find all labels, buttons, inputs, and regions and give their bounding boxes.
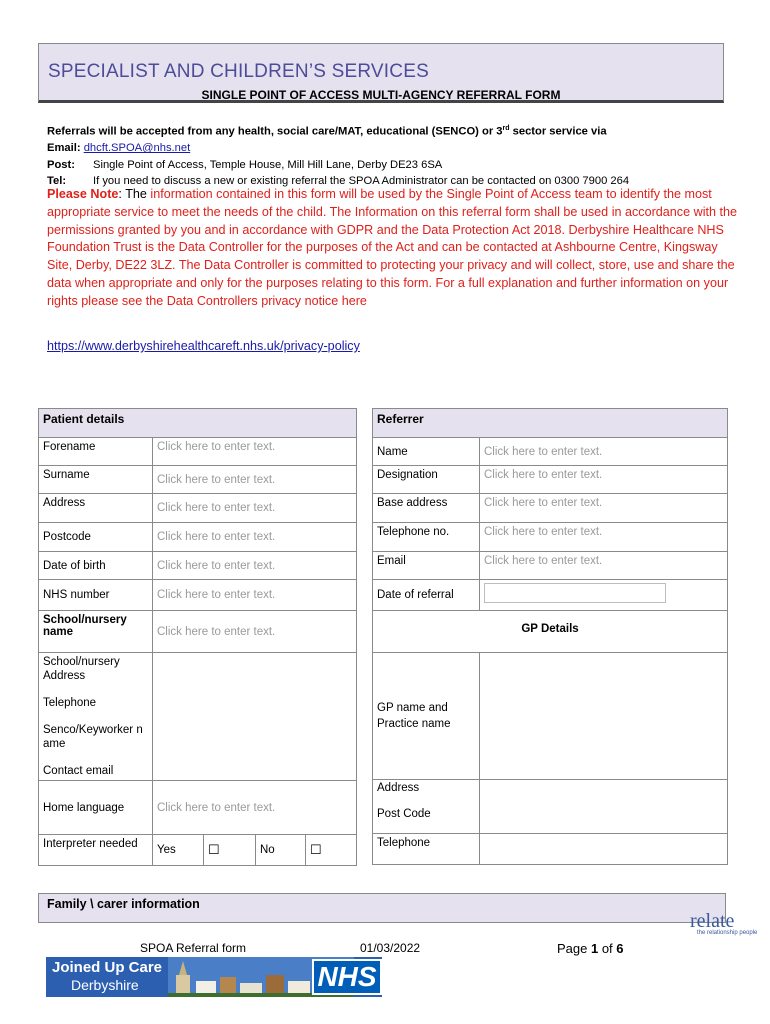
form-title: SPECIALIST AND CHILDREN’S SERVICES — [48, 61, 429, 82]
base-address-field[interactable]: Click here to enter text. — [480, 494, 728, 523]
patient-details-heading: Patient details — [39, 409, 357, 438]
date-of-referral-field[interactable] — [484, 583, 666, 603]
nhs-number-label: NHS number — [39, 580, 153, 611]
designation-field[interactable]: Click here to enter text. — [480, 466, 728, 494]
address-field[interactable]: Click here to enter text. — [153, 494, 357, 523]
home-language-field[interactable]: Click here to enter text. — [153, 781, 357, 835]
home-language-label: Home language — [39, 781, 153, 835]
privacy-policy-link[interactable]: https://www.derbyshirehealthcareft.nhs.uk/privacy-policy — [47, 339, 360, 353]
gp-address-field[interactable] — [480, 780, 728, 834]
form-header — [38, 43, 724, 103]
referrer-name-field[interactable]: Click here to enter text. — [480, 438, 728, 466]
joined-up-care-banner — [46, 957, 382, 997]
referrer-heading: Referrer — [373, 409, 728, 438]
forename-field[interactable]: Click here to enter text. — [153, 438, 357, 466]
gp-details-heading: GP Details — [373, 611, 728, 653]
school-name-field[interactable]: Click here to enter text. — [153, 611, 357, 653]
interpreter-label: Interpreter needed — [39, 835, 153, 866]
date-of-referral-label: Date of referral — [373, 580, 480, 611]
dob-field[interactable]: Click here to enter text. — [153, 552, 357, 580]
yes-checkbox[interactable]: ☐ — [204, 835, 256, 866]
gp-telephone-label: Telephone — [373, 834, 480, 865]
post-line: Post: Single Point of Access, Temple House, Mill Hill Lane, Derby DE23 6SA — [47, 158, 443, 171]
surname-field[interactable]: Click here to enter text. — [153, 466, 357, 494]
school-name-label: School/nursery name — [39, 611, 153, 653]
gp-address-labels: Address Post Code — [373, 780, 480, 834]
postcode-label: Postcode — [39, 523, 153, 552]
footer-page-number: Page 1 of 6 — [557, 941, 624, 956]
dob-label: Date of birth — [39, 552, 153, 580]
acceptance-statement: Referrals will be accepted from any health, social care/MAT, educational (SENCO) or 3rd sector service via — [47, 125, 607, 138]
banner-line2: Derbyshire — [71, 977, 139, 993]
address-label: Address — [39, 494, 153, 523]
email-link[interactable]: dhcft.SPOA@nhs.net — [83, 142, 191, 155]
no-label: No — [256, 835, 306, 866]
forename-label: Forename — [39, 438, 153, 466]
referrer-telephone-field[interactable]: Click here to enter text. — [480, 523, 728, 552]
referrer-email-label: Email — [373, 552, 480, 580]
relate-tagline: the relationship people — [697, 930, 758, 936]
referrer-name-label: Name — [373, 438, 480, 466]
designation-label: Designation — [373, 466, 480, 494]
base-address-label: Base address — [373, 494, 480, 523]
tel-line: Tel: If you need to discuss a new or existing referral the SPOA Administrator can be contacted on 0300 7900 264 — [47, 175, 630, 188]
referrer-table — [372, 408, 728, 865]
school-details-labels: School/nursery Address Telephone Senco/Keyworker name Contact email — [39, 653, 153, 781]
relate-logo: relate — [690, 910, 735, 932]
referrer-email-field[interactable]: Click here to enter text. — [480, 552, 728, 580]
family-carer-heading: Family \ carer information — [38, 893, 726, 923]
gp-telephone-field[interactable] — [480, 834, 728, 865]
surname-label: Surname — [39, 466, 153, 494]
date-of-referral-cell — [480, 580, 728, 611]
referrer-telephone-label: Telephone no. — [373, 523, 480, 552]
intro-block — [47, 121, 737, 190]
banner-line1: Joined Up Care — [52, 959, 163, 976]
postcode-field[interactable]: Click here to enter text. — [153, 523, 357, 552]
gp-name-field[interactable] — [480, 653, 728, 780]
nhs-number-field[interactable]: Click here to enter text. — [153, 580, 357, 611]
school-details-field[interactable] — [153, 653, 357, 781]
patient-details-table — [38, 408, 357, 866]
form-subtitle: SINGLE POINT OF ACCESS MULTI-AGENCY REFERRAL FORM — [201, 88, 561, 102]
footer-date: 01/03/2022 — [360, 941, 421, 955]
privacy-note: Please Note: The information contained in this form will be used by the Single Point of Access team to identify the most appropriate service to meet the needs of the child. The Information on this referral form shall be used in accordance with the permissions granted by you and in accordance with GDPR and the Data Protection Act 2018. Derbyshire Healthcare NHS Foundation Trust is the Data Controller for the purposes of the Act and can be contacted at Ashbourne Centre, Kingsway Site, Derby, DE22 3LZ. The Data Controller is committed to protecting your privacy and will collect, store, use and share the data when appropriate and only for the purposes relating to this form. For a full explanation and further information on your rights please see the Data Controllers privacy notice here — [47, 187, 737, 308]
yes-label: Yes — [153, 835, 204, 866]
email-line: Email: dhcft.SPOA@nhs.net — [47, 142, 191, 155]
no-checkbox[interactable]: ☐ — [306, 835, 357, 866]
footer-form-name: SPOA Referral form — [140, 941, 247, 955]
gp-name-label: GP name and Practice name — [373, 653, 480, 780]
nhs-logo: NHS — [312, 959, 382, 995]
